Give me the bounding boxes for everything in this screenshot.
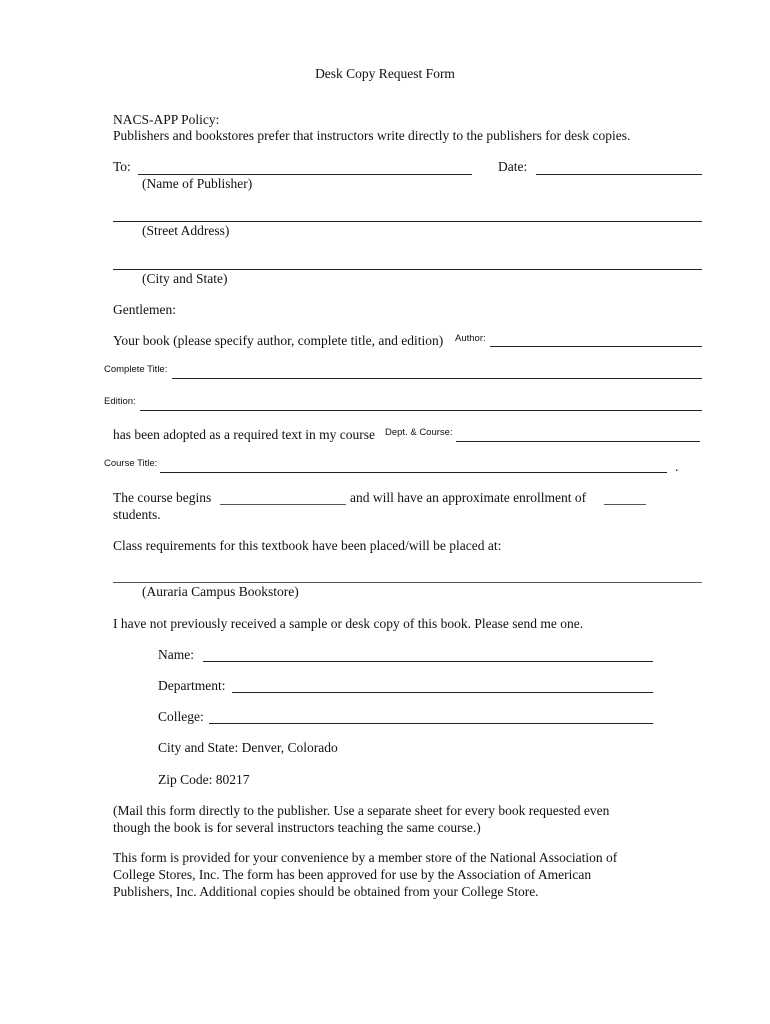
- course-title-label: Course Title:: [104, 458, 158, 469]
- complete-title-field[interactable]: [172, 364, 702, 379]
- bookstore-caption: (Auraria Campus Bookstore): [142, 584, 299, 599]
- to-label: To:: [113, 159, 131, 174]
- greeting: Gentlemen:: [113, 302, 176, 317]
- enrollment-label: and will have an approximate enrollment of: [350, 490, 587, 505]
- author-field[interactable]: [490, 332, 702, 347]
- street-address-field[interactable]: [113, 207, 702, 222]
- zip-code-text: Zip Code: 80217: [158, 772, 250, 787]
- city-state-text: City and State: Denver, Colorado: [158, 740, 338, 755]
- name-label: Name:: [158, 647, 194, 662]
- footer-line-1: This form is provided for your convenience by a member store of the National Association of: [113, 850, 618, 865]
- dept-course-label: Dept. & Course:: [385, 427, 453, 438]
- date-label: Date:: [498, 159, 528, 174]
- adopted-text: has been adopted as a required text in my course: [113, 427, 376, 442]
- name-field[interactable]: [203, 647, 653, 662]
- request-text: I have not previously received a sample or desk copy of this book. Please send me one.: [113, 616, 584, 631]
- complete-title-label: Complete Title:: [104, 364, 168, 375]
- department-field[interactable]: [232, 678, 653, 693]
- page-title: Desk Copy Request Form: [315, 66, 455, 81]
- publisher-caption: (Name of Publisher): [142, 176, 253, 191]
- policy-text: Publishers and bookstores prefer that instructors write directly to the publishers for desk copies.: [113, 128, 631, 143]
- mail-note-line-1: (Mail this form directly to the publisher. Use a separate sheet for every book requested even: [113, 803, 610, 818]
- college-field[interactable]: [209, 709, 653, 724]
- course-title-period: .: [675, 459, 679, 474]
- author-label: Author:: [455, 333, 486, 344]
- class-requirements-text: Class requirements for this textbook have been placed/will be placed at:: [113, 538, 502, 553]
- edition-label: Edition:: [104, 396, 136, 407]
- students-label: students.: [113, 507, 161, 522]
- enrollment-field[interactable]: [604, 490, 646, 505]
- edition-field[interactable]: [140, 396, 702, 411]
- footer-line-3: Publishers, Inc. Additional copies should be obtained from your College Store.: [113, 884, 539, 899]
- footer-line-2: College Stores, Inc. The form has been approved for use by the Association of American: [113, 867, 592, 882]
- bookstore-field[interactable]: [113, 568, 702, 583]
- dept-course-field[interactable]: [456, 427, 700, 442]
- city-caption: (City and State): [142, 271, 228, 286]
- publisher-name-field[interactable]: [138, 160, 472, 175]
- street-caption: (Street Address): [142, 223, 230, 238]
- department-label: Department:: [158, 678, 226, 693]
- course-title-field[interactable]: [160, 458, 667, 473]
- policy-heading: NACS-APP Policy:: [113, 112, 220, 127]
- mail-note-line-2: though the book is for several instructors teaching the same course.): [113, 820, 481, 835]
- course-begins-label: The course begins: [113, 490, 212, 505]
- date-field[interactable]: [536, 160, 702, 175]
- college-label: College:: [158, 709, 204, 724]
- course-begins-field[interactable]: [220, 490, 346, 505]
- city-state-field[interactable]: [113, 255, 702, 270]
- book-intro: Your book (please specify author, complete title, and edition): [113, 333, 444, 348]
